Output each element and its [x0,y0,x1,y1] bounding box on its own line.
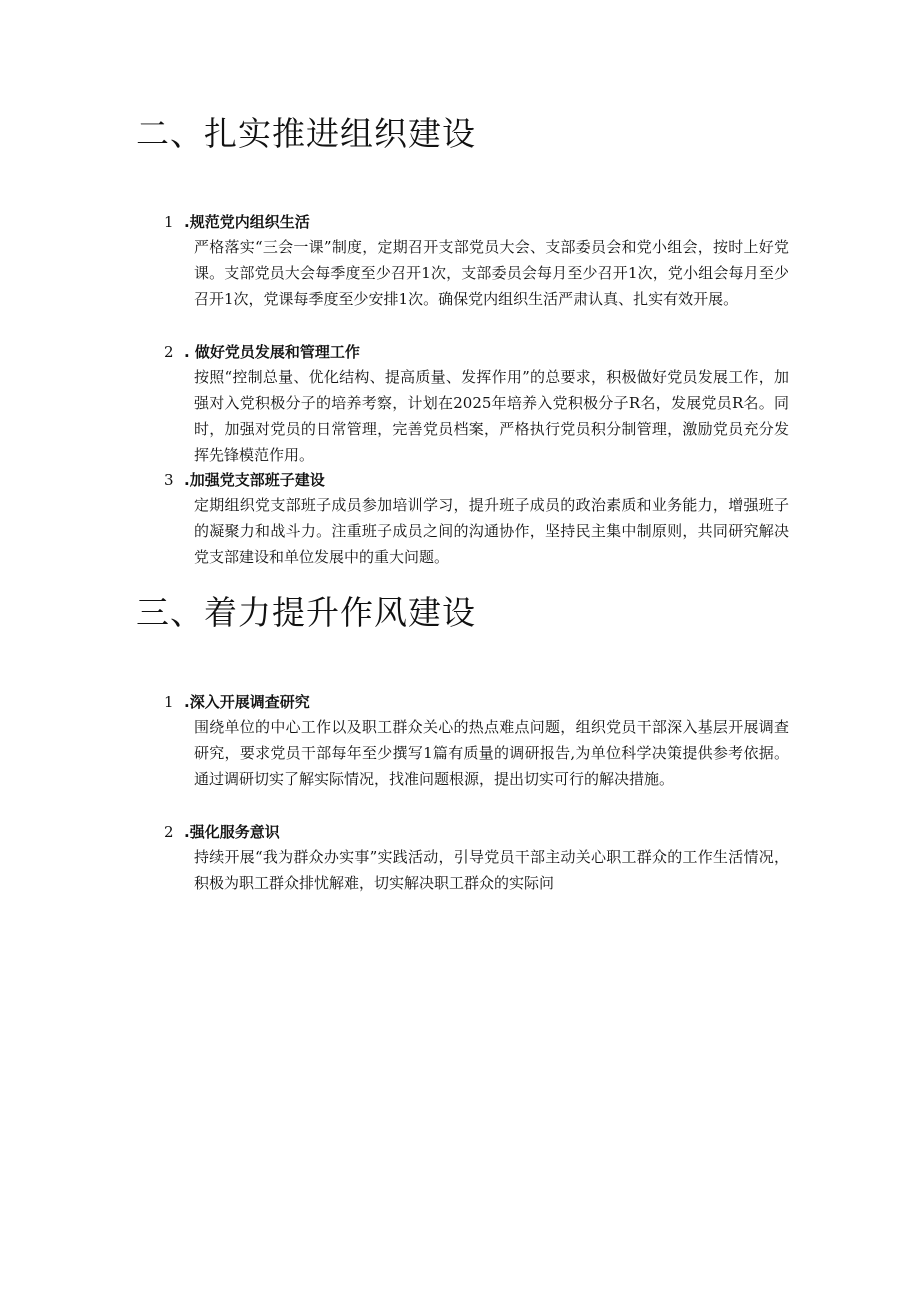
item-organizational-life [164,210,804,312]
item-title-text: .强化服务意识 [184,823,280,841]
item-title [164,820,804,844]
item-number: 2 [164,343,174,361]
item-title-text: .加强党支部班子建设 [184,471,325,489]
item-body: 严格落实“三会一课”制度，定期召开支部党员大会、支部委员会和党小组会，按时上好党课。支部党员大会每季度至少召开1次，支部委员会每月至少召开1次，党小组会每月至少召开1次，党课每季度至少安排1次。确保党内组织生活严肃认真、扎实有效开展。 [194,238,789,308]
item-number: 3 [164,471,174,489]
item-title [164,210,804,234]
section-heading-work-style: 三、着力提升作风建设 [136,593,476,632]
item-body: 持续开展“我为群众办实事”实践活动，引导党员干部主动关心职工群众的工作生活情况，积极为职工群众排忧解难，切实解决职工群众的实际问 [194,848,789,892]
item-body: 定期组织党支部班子成员参加培训学习，提升班子成员的政治素质和业务能力，增强班子的凝聚力和战斗力。注重班子成员之间的沟通协作，坚持民主集中制原则，共同研究解决党支部建设和单位发展中的重大问题。 [194,496,789,566]
item-body: 围绕单位的中心工作以及职工群众关心的热点难点问题，组织党员干部深入基层开展调查研究，要求党员干部每年至少撰写1篇有质量的调研报告,为单位科学决策提供参考依据。通过调研切实了解实际情况，找准问题根源，提出切实可行的解决措施。 [194,718,789,788]
item-title-text: .深入开展调查研究 [184,693,310,711]
item-research [164,690,804,792]
item-number: 2 [164,823,174,841]
section-heading-organization: 二、扎实推进组织建设 [136,114,476,153]
item-body: 按照“控制总量、优化结构、提高质量、发挥作用”的总要求，积极做好党员发展工作，加强对入党积极分子的培养考察，计划在2025年培养入党积极分子R名，发展党员R名。同时，加强对党员的日常管理，完善党员档案，严格执行党员积分制管理，激励党员充分发挥先锋模范作用。 [194,368,789,464]
item-title [164,340,804,364]
item-title-text: . 做好党员发展和管理工作 [184,343,360,361]
item-service-awareness [164,820,804,896]
item-branch-leadership [164,468,804,570]
item-title [164,468,804,492]
item-number: 1 [164,693,174,711]
item-title-text: .规范党内组织生活 [184,213,310,231]
item-title [164,690,804,714]
item-number: 1 [164,213,174,231]
item-member-development [164,340,804,468]
